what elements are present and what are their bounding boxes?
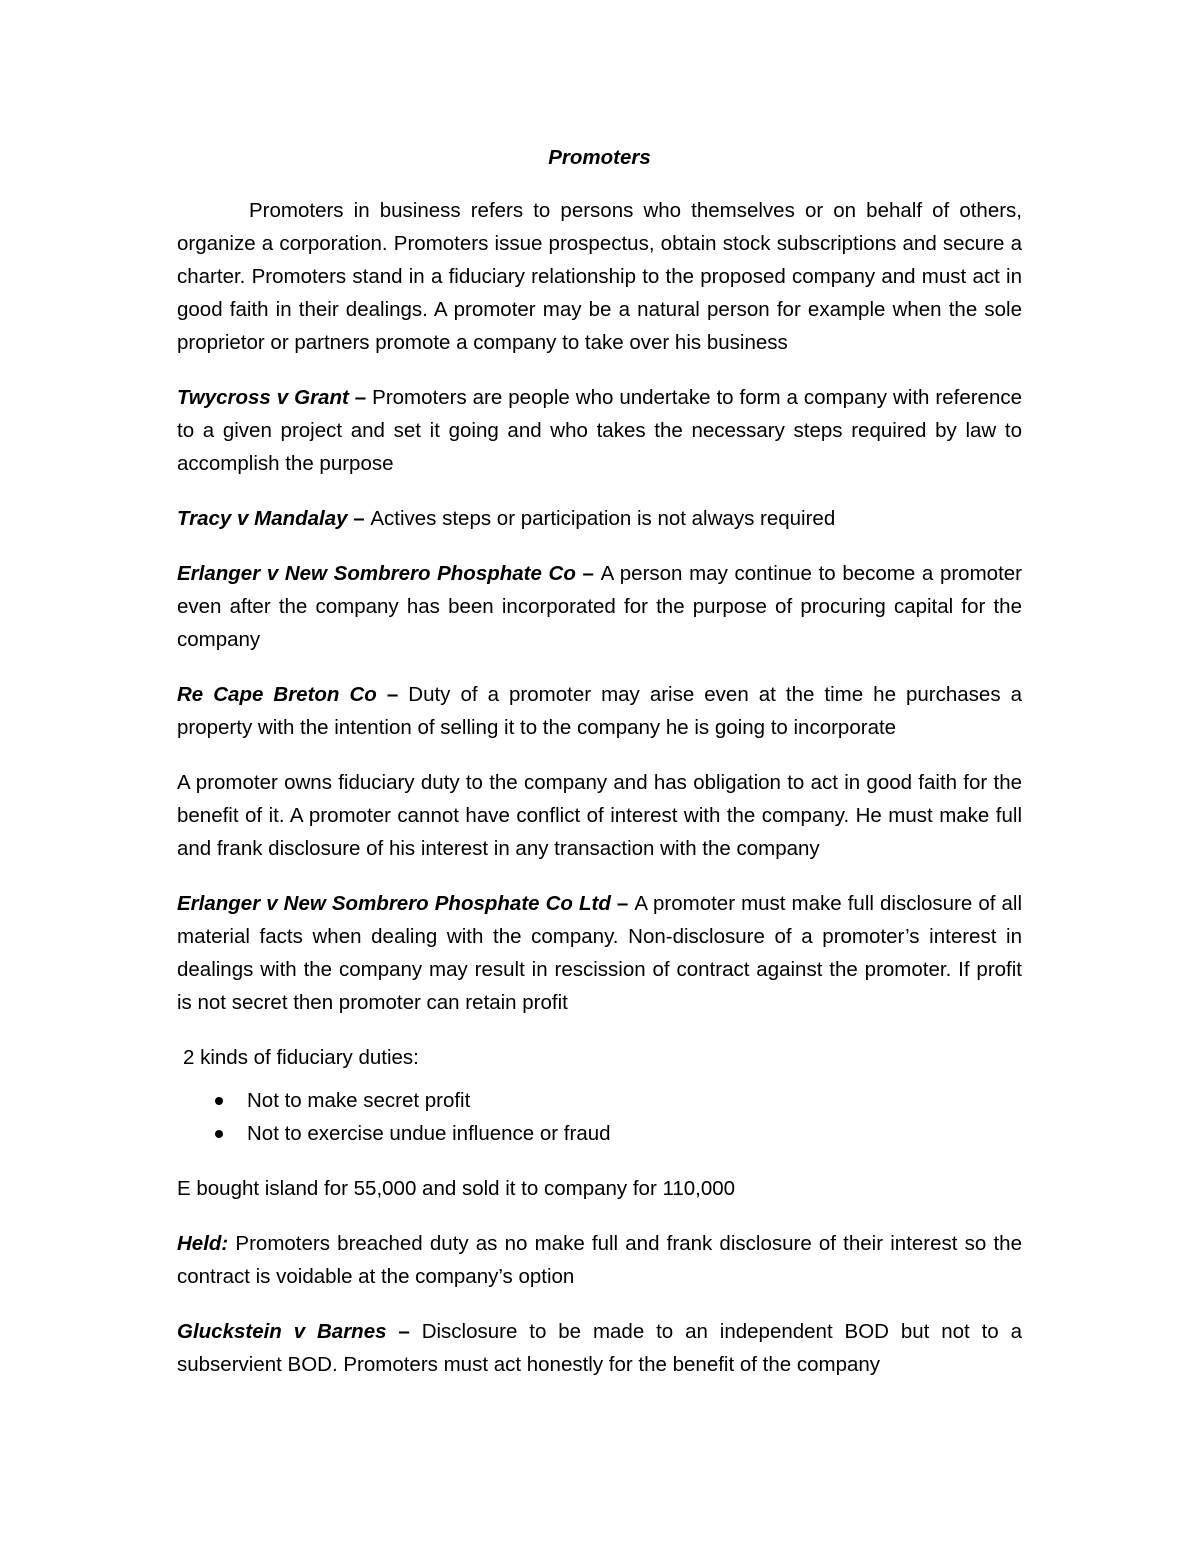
case-name: Gluckstein v Barnes [177, 1320, 387, 1343]
kinds-heading: 2 kinds of fiduciary duties: [183, 1046, 419, 1069]
case-erlanger [177, 557, 1022, 656]
held-text: Promoters breached duty as no make full and frank disclosure of their interest so the contract is voidable at the company’s option [177, 1232, 1022, 1288]
case-name: Erlanger v New Sombrero Phosphate Co [177, 562, 576, 585]
case-dash: – [386, 1320, 422, 1343]
case-name: Re Cape Breton Co [177, 683, 377, 706]
case-dash: – [376, 683, 409, 706]
case-dash: – [575, 562, 601, 585]
list-item [177, 1084, 1022, 1117]
case-text: Disclosure to be made to an independent BOD but not to a subservient BOD. Promoters must act honestly for the benefit of the company [177, 1320, 1022, 1376]
held-paragraph [177, 1227, 1022, 1293]
case-twycross [177, 381, 1022, 480]
case-tracy [177, 502, 1022, 535]
list-item-text: Not to exercise undue influence or fraud [247, 1122, 611, 1145]
case-erlanger-ltd [177, 887, 1022, 1019]
case-name: Tracy v Mandalay [177, 507, 348, 530]
list-item-text: Not to make secret profit [247, 1089, 471, 1112]
case-text: Duty of a promoter may arise even at the time he purchases a property with the intention of selling it to the company he is going to incorporate [177, 683, 1023, 739]
case-name: Erlanger v New Sombrero Phosphate Co Ltd [177, 892, 611, 915]
case-name: Twycross v Grant [177, 386, 349, 409]
bullet-icon [215, 1097, 223, 1105]
bullet-icon [215, 1130, 223, 1138]
fiduciary-paragraph: A promoter owns fiduciary duty to the company and has obligation to act in good faith for the benefit of it. A promoter cannot have conflict of interest with the company. He must make full and frank disclosure of his interest in any transaction with the company [177, 771, 1022, 860]
case-text: Actives steps or participation is not always required [370, 507, 836, 530]
duties-list [177, 1084, 1022, 1150]
case-dash: – [610, 892, 635, 915]
document-page [177, 140, 1022, 1403]
case-text: A person may continue to become a promoter even after the company has been incorporated for the purpose of procuring capital for the company [177, 562, 1022, 651]
case-dash: – [347, 507, 371, 530]
list-item [177, 1117, 1022, 1150]
case-text: A promoter must make full disclosure of all material facts when dealing with the company. Non-disclosure of a promoter’s interest in dealings with the company may result in rescission of contract against the promoter. If profit is not secret then promoter can retain profit [177, 892, 1022, 1014]
facts-paragraph: E bought island for 55,000 and sold it to company for 110,000 [177, 1177, 736, 1200]
case-text: Promoters are people who undertake to form a company with reference to a given project and set it going and who takes the necessary steps required by law to accomplish the purpose [177, 386, 1022, 475]
intro-paragraph: Promoters in business refers to persons who themselves or on behalf of others, organize a corporation. Promoters issue prospectus, obtain stock subscriptions and secure a charter. Promoters stand in a fiduciary relationship to the proposed company and must act in good faith in their dealings. A promoter may be a natural person for example when the sole proprietor or partners promote a company to take over his business [177, 199, 1022, 354]
case-gluckstein [177, 1315, 1022, 1381]
case-dash: – [348, 386, 373, 409]
case-cape-breton [177, 678, 1022, 744]
page-title: Promoters [548, 146, 651, 169]
held-label: Held: [177, 1232, 229, 1255]
